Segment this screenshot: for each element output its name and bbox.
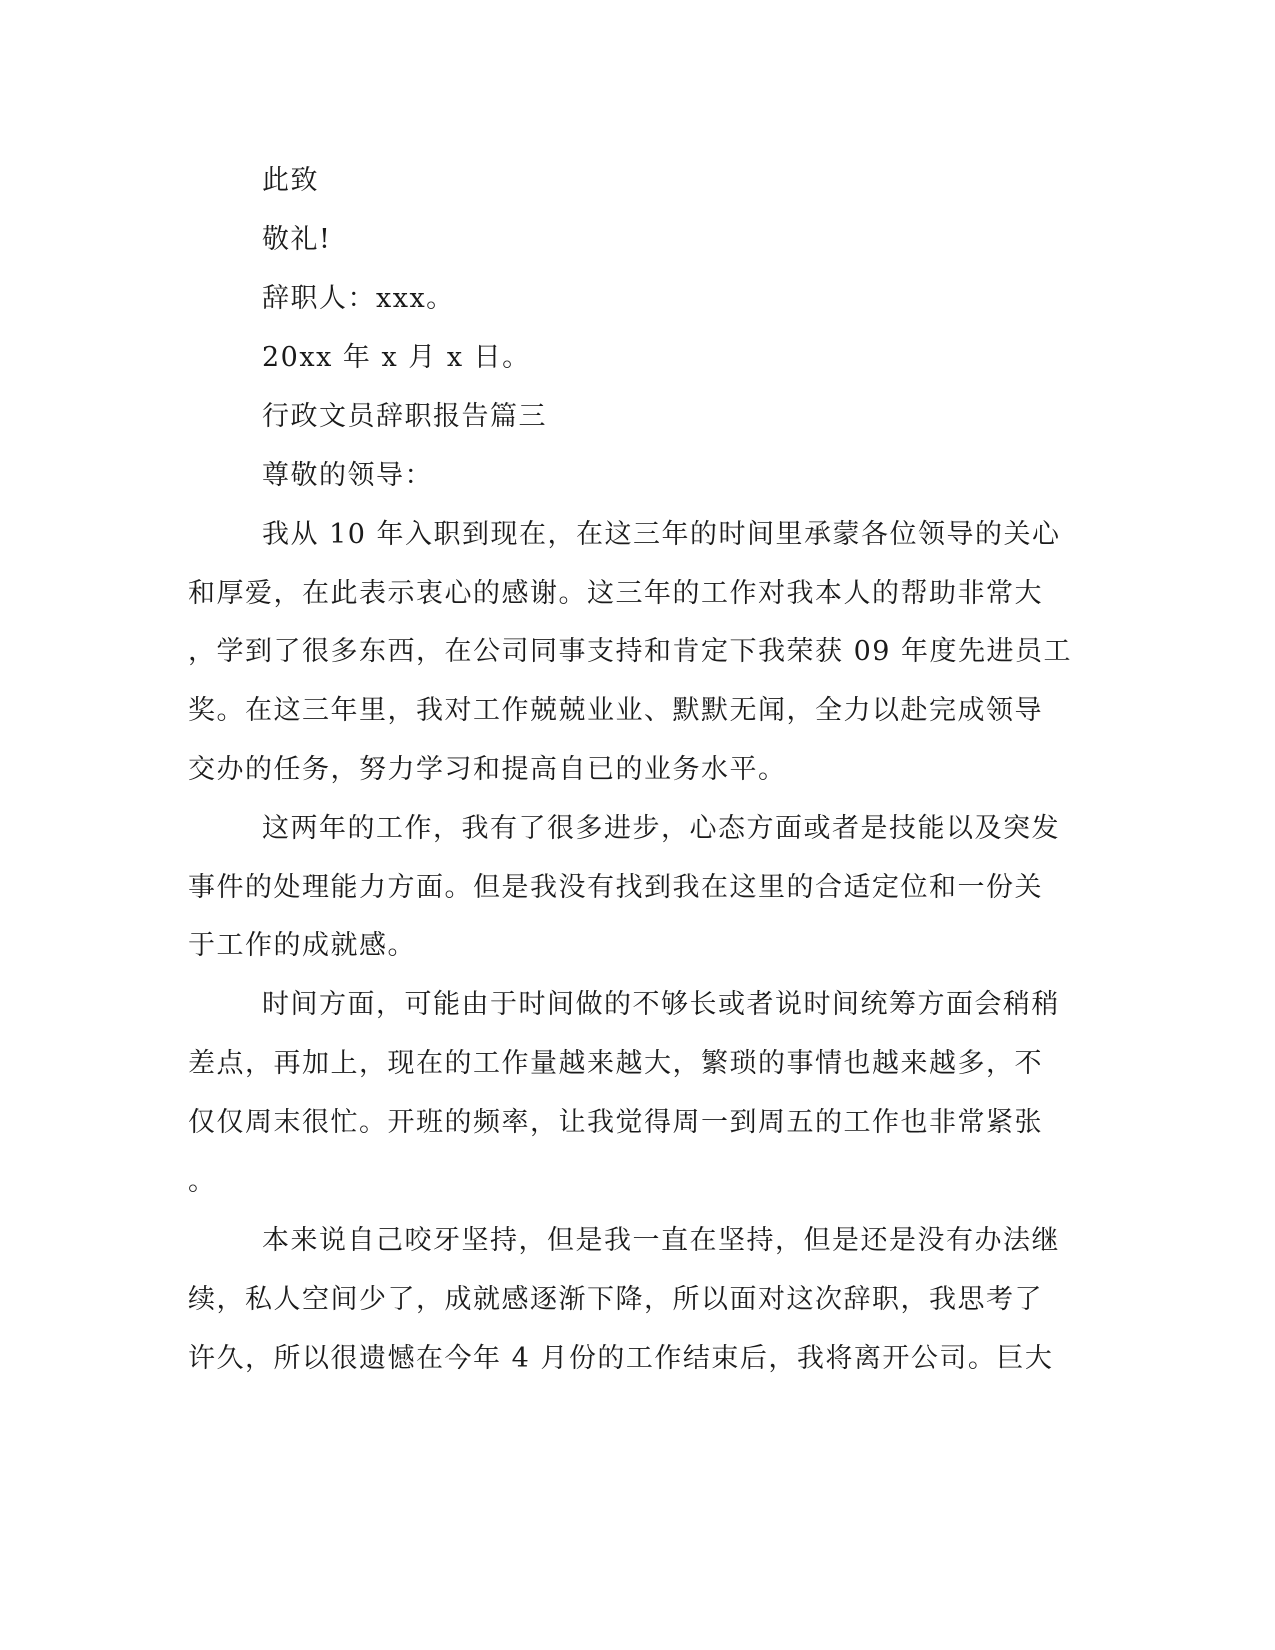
paragraph-line: 事件的处理能力方面。但是我没有找到我在这里的合适定位和一份关 bbox=[188, 872, 1043, 903]
paragraph-line: 时间方面，可能由于时间做的不够长或者说时间统筹方面会稍稍 bbox=[262, 989, 1060, 1020]
section-title: 行政文员辞职报告篇三 bbox=[262, 401, 547, 432]
paragraph-line: 奖。在这三年里，我对工作兢兢业业、默默无闻，全力以赴完成领导 bbox=[188, 695, 1043, 726]
paragraph-line: 和厚爱，在此表示衷心的感谢。这三年的工作对我本人的帮助非常大 bbox=[188, 578, 1043, 609]
signer-line: 辞职人：xxx。 bbox=[262, 283, 455, 314]
closing-salutation: 此致 bbox=[262, 165, 319, 196]
paragraph-line: 差点，再加上，现在的工作量越来越大，繁琐的事情也越来越多，不 bbox=[188, 1048, 1043, 1079]
paragraph-line: 续，私人空间少了，成就感逐渐下降，所以面对这次辞职，我思考了 bbox=[188, 1284, 1043, 1315]
paragraph-line: 许久，所以很遗憾在今年 4 月份的工作结束后，我将离开公司。巨大 bbox=[188, 1343, 1054, 1374]
paragraph-line: 本来说自己咬牙坚持，但是我一直在坚持，但是还是没有办法继 bbox=[262, 1225, 1060, 1256]
date-line: 20xx 年 x 月 x 日。 bbox=[262, 342, 531, 373]
paragraph-line: 。 bbox=[188, 1166, 217, 1197]
paragraph-line: 我从 10 年入职到现在，在这三年的时间里承蒙各位领导的关心 bbox=[262, 519, 1061, 550]
greeting-line: 尊敬的领导： bbox=[262, 460, 433, 491]
paragraph-line: 交办的任务，努力学习和提高自已的业务水平。 bbox=[188, 754, 787, 785]
paragraph-line: 于工作的成就感。 bbox=[188, 930, 416, 961]
paragraph-line: 这两年的工作，我有了很多进步，心态方面或者是技能以及突发 bbox=[262, 813, 1060, 844]
closing-respect: 敬礼! bbox=[262, 224, 332, 255]
paragraph-line: 仅仅周末很忙。开班的频率，让我觉得周一到周五的工作也非常紧张 bbox=[188, 1107, 1043, 1138]
paragraph-line: ，学到了很多东西，在公司同事支持和肯定下我荣获 09 年度先进员工 bbox=[188, 636, 1073, 667]
